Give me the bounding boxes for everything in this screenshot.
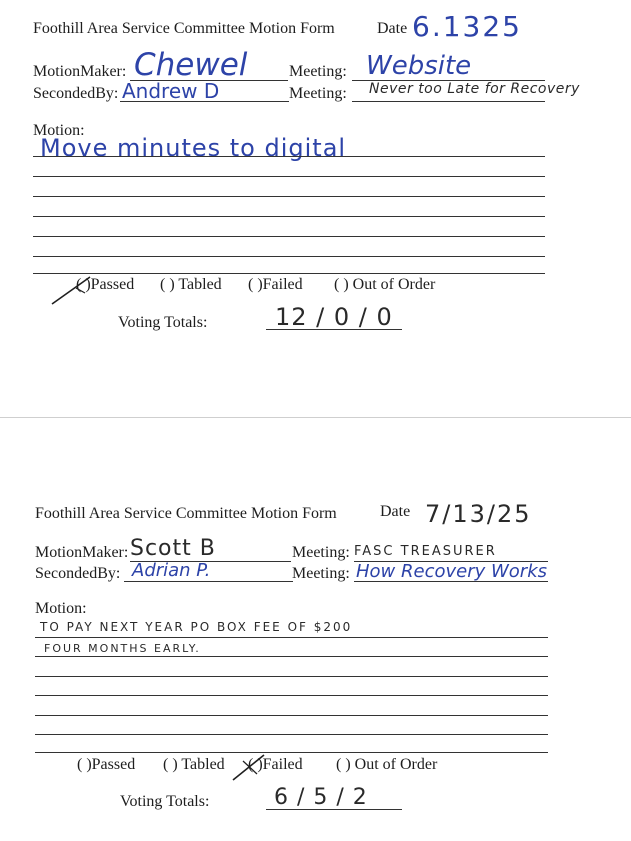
motion-maker-value: Chewel (134, 47, 248, 83)
date-label: Date (380, 503, 411, 520)
motion-form-2 (0, 486, 631, 841)
meeting-label-1: Meeting: (289, 63, 347, 80)
meeting-2-value: How Recovery Works (356, 561, 547, 582)
date-label: Date (377, 20, 408, 37)
form-title: Foothill Area Service Committee Motion Form (33, 20, 335, 37)
motion-line-7 (33, 273, 545, 274)
passed-check-mark (44, 273, 94, 308)
meeting-1-value: Website (366, 51, 472, 81)
voting-totals-value: 6 / 5 / 2 (274, 785, 368, 810)
date-value: 7/13/25 (425, 500, 532, 528)
motion-line-1 (35, 637, 548, 638)
option-failed: ( )Failed (248, 276, 303, 293)
motion-line-2 (35, 656, 548, 657)
motion-text-line-2: FOUR MONTHS EARLY. (44, 642, 201, 655)
option-passed: ( )Passed (77, 756, 136, 773)
seconded-by-label: SecondedBy: (35, 565, 121, 582)
motion-line-3 (35, 676, 548, 677)
voting-totals-line (266, 809, 402, 810)
seconded-by-value: Adrian P. (132, 560, 211, 581)
motion-line-1 (33, 156, 545, 157)
motion-line-4 (33, 216, 545, 217)
option-passed: ( )Passed (76, 276, 135, 293)
voting-totals-value: 12 / 0 / 0 (275, 303, 393, 331)
failed-check-mark (224, 749, 272, 785)
page-separator (0, 417, 631, 418)
motion-label: Motion: (33, 122, 85, 139)
date-value: 6.1325 (412, 10, 522, 43)
meeting-2-line (352, 101, 545, 102)
meeting-2-value: Never too Late for Recovery (369, 81, 580, 97)
motion-line-4 (35, 695, 548, 696)
motion-line-2 (33, 176, 545, 177)
form-title: Foothill Area Service Committee Motion Form (35, 505, 337, 522)
motion-line-6 (33, 256, 545, 257)
motion-label: Motion: (35, 600, 87, 617)
motion-line-3 (33, 196, 545, 197)
motion-maker-label: MotionMaker: (33, 63, 127, 80)
seconded-by-line (124, 581, 293, 582)
motion-maker-label: MotionMaker: (35, 544, 129, 561)
meeting-label-2: Meeting: (292, 565, 350, 582)
meeting-label-1: Meeting: (292, 544, 350, 561)
motion-line-5 (35, 715, 548, 716)
voting-totals-label: Voting Totals: (120, 793, 210, 810)
option-tabled: ( ) Tabled (160, 276, 222, 293)
motion-text-line-1: TO PAY NEXT YEAR PO BOX FEE OF $200 (40, 620, 353, 634)
motion-line-7 (35, 752, 548, 753)
meeting-label-2: Meeting: (289, 85, 347, 102)
motion-line-6 (35, 734, 548, 735)
meeting-1-value: FASC TREASURER (354, 544, 497, 559)
seconded-by-line (120, 101, 289, 102)
motion-line-5 (33, 236, 545, 237)
option-out-of-order: ( ) Out of Order (336, 756, 438, 773)
motion-maker-value: Scott B (130, 536, 216, 561)
option-out-of-order: ( ) Out of Order (334, 276, 436, 293)
meeting-2-line (354, 581, 548, 582)
option-failed: ( )Failed (248, 756, 303, 773)
motion-form-1 (0, 0, 631, 410)
voting-totals-line (266, 329, 402, 330)
seconded-by-value: Andrew D (122, 79, 220, 103)
option-tabled: ( ) Tabled (163, 756, 225, 773)
voting-totals-label: Voting Totals: (118, 314, 208, 331)
motion-text-line-1: Move minutes to digital (40, 134, 347, 162)
seconded-by-label: SecondedBy: (33, 85, 119, 102)
